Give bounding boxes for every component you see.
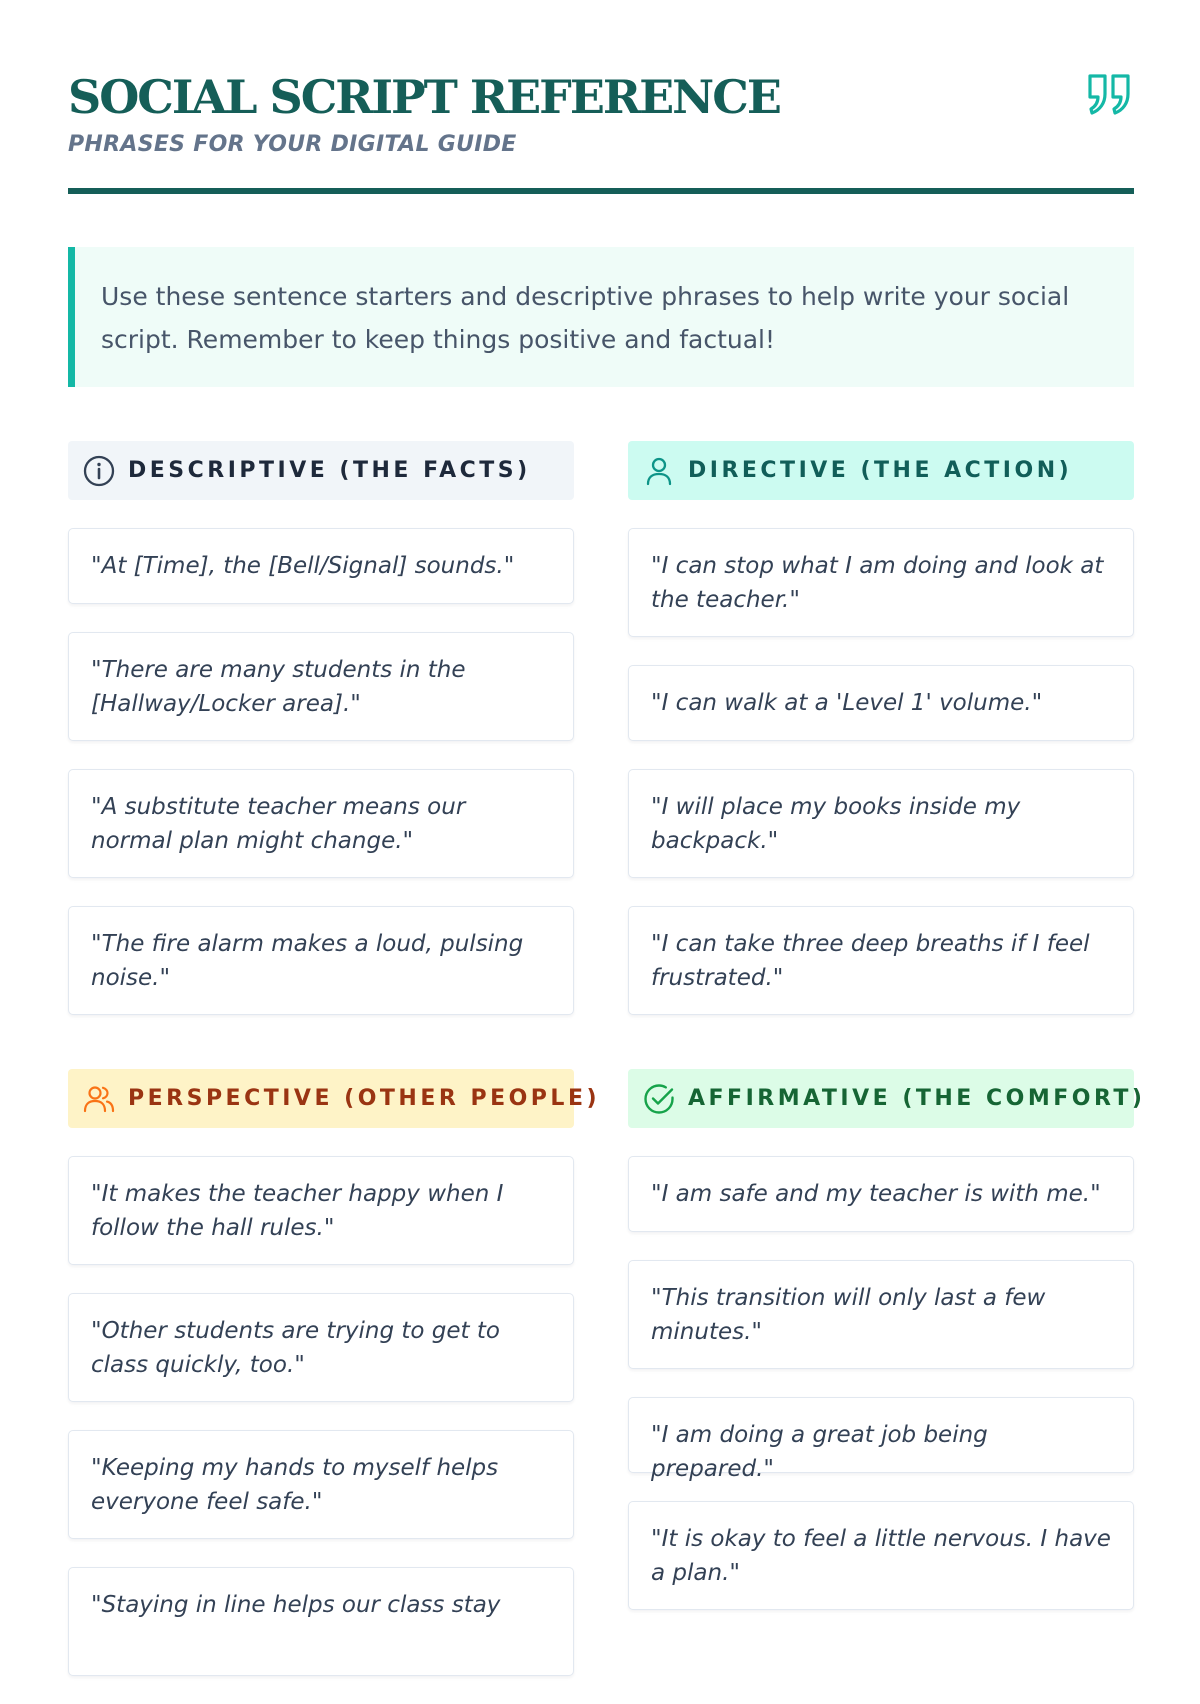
perspective-header — [68, 1069, 601, 1128]
phrase-card: "I can walk at a 'Level 1' volume." — [628, 665, 1134, 741]
descriptive-title: DESCRIPTIVE (THE FACTS) — [128, 458, 531, 483]
quote-icon — [1086, 70, 1134, 118]
page-title: SOCIAL SCRIPT REFERENCE — [68, 70, 780, 124]
intro-text: Use these sentence starters and descriptive phrases to help write your social script. Remember to keep things positive and factual! — [101, 282, 1070, 354]
phrase-card: "Staying in line helps our class stay — [68, 1567, 574, 1676]
page-subtitle: PHRASES FOR YOUR DIGITAL GUIDE — [68, 132, 517, 157]
phrase-card: "I can stop what I am doing and look at the teacher." — [628, 528, 1134, 637]
left-column — [68, 441, 601, 1704]
phrase-card: "At [Time], the [Bell/Signal] sounds." — [68, 528, 574, 604]
phrase-card: "This transition will only last a few minutes." — [628, 1260, 1134, 1369]
phrase-card: "I am doing a great job being prepared." — [628, 1397, 1134, 1473]
phrase-card: "It makes the teacher happy when I follow the hall rules." — [68, 1156, 574, 1265]
info-icon — [82, 454, 116, 488]
affirmative-header — [628, 1069, 1146, 1128]
phrase-card: "I will place my books inside my backpack." — [628, 769, 1134, 878]
perspective-title: PERSPECTIVE (OTHER PEOPLE) — [128, 1086, 601, 1111]
phrase-card: "Keeping my hands to myself helps everyone feel safe." — [68, 1430, 574, 1539]
phrase-card: "A substitute teacher means our normal plan might change." — [68, 769, 574, 878]
directive-header — [628, 441, 1134, 500]
affirmative-title: AFFIRMATIVE (THE COMFORT) — [688, 1086, 1146, 1111]
check-circle-icon — [642, 1082, 676, 1116]
phrase-card: "It is okay to feel a little nervous. I have a plan." — [628, 1501, 1134, 1610]
directive-title: DIRECTIVE (THE ACTION) — [688, 458, 1073, 483]
phrase-card: "There are many students in the [Hallway/Locker area]." — [68, 632, 574, 741]
user-icon — [642, 454, 676, 488]
right-column — [628, 441, 1146, 1638]
phrase-card: "Other students are trying to get to class quickly, too." — [68, 1293, 574, 1402]
page-header — [68, 66, 1134, 194]
users-icon — [82, 1082, 116, 1116]
descriptive-header — [68, 441, 574, 500]
phrase-card: "The fire alarm makes a loud, pulsing noise." — [68, 906, 574, 1015]
intro-callout — [68, 247, 1134, 387]
phrase-card: "I am safe and my teacher is with me." — [628, 1156, 1134, 1232]
phrase-card: "I can take three deep breaths if I feel frustrated." — [628, 906, 1134, 1015]
